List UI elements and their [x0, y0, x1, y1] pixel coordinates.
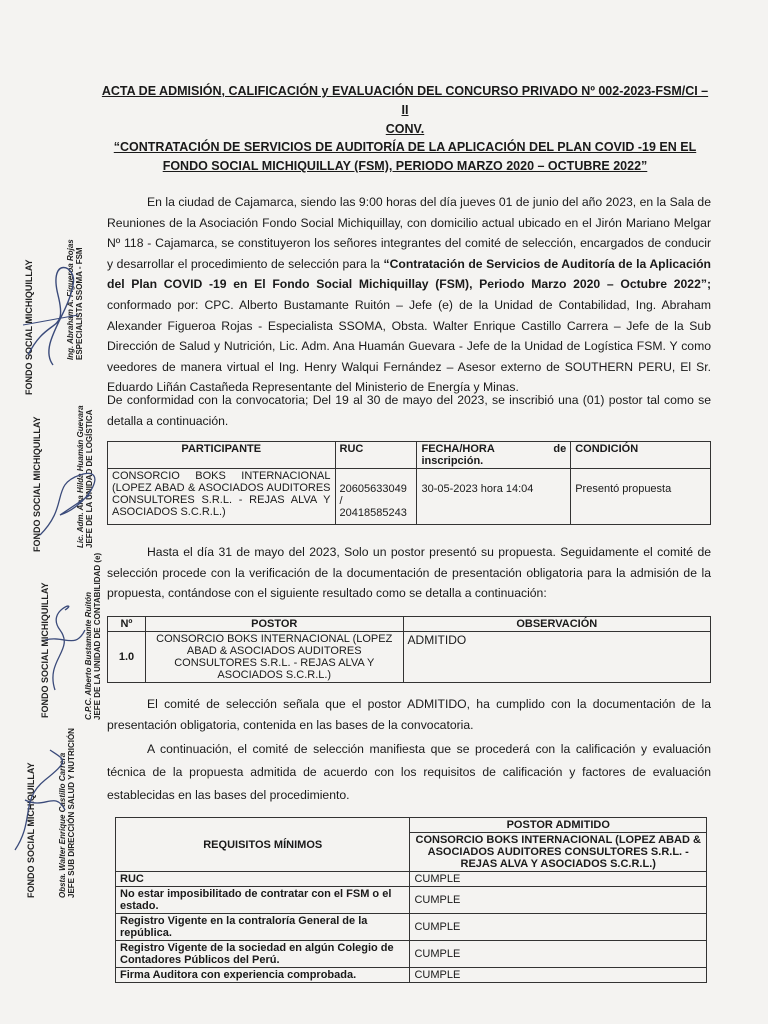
- document-title: ACTA DE ADMISIÓN, CALIFICACIÓN y EVALUACIÓN DEL CONCURSO PRIVADO Nº 002-2023-FSM/CI – II CONV.: [101, 84, 709, 136]
- col-fecha: FECHA/HORA de inscripción.: [417, 442, 571, 469]
- req-value: CUMPLE: [410, 941, 707, 968]
- signature-1: [18, 255, 88, 375]
- stamp-3-name: C.P.C. Alberto Bustamante Ruitón JEFE DE LA UNIDAD DE CONTABILIDAD (e): [84, 552, 102, 720]
- req-row: Firma Auditora con experiencia comprobada.: [116, 968, 410, 983]
- stamp-4-name: Obsta. Walter Enrique Castillo Carrera JEFE SUB DIRECCIÓN SALUD Y NUTRICIÓN: [58, 728, 76, 898]
- col-participante: PARTICIPANTE: [108, 442, 336, 469]
- observacion-cell: ADMITIDO: [403, 632, 710, 683]
- document-subtitle: “CONTRATACIÓN DE SERVICIOS DE AUDITORÍA DE LA APLICACIÓN DEL PLAN COVID -19 EN EL FONDO SOCIAL MICHIQUILLAY (FSM), PERIODO MARZO 2020 – OCTUBRE 2022”: [113, 140, 697, 173]
- stamp-1-name: Ing. Abraham A. Figueroa Rojas ESPECIALISTA SSOMA - FSM: [66, 239, 84, 360]
- col-ruc: RUC: [335, 442, 417, 469]
- postor-cell: CONSORCIO BOKS INTERNACIONAL (LOPEZ ABAD & ASOCIADOS AUDITORES CONSULTORES S.R.L. - REJAS ALVA Y ASOCIADOS S.C.R.L.): [145, 632, 403, 683]
- requirements-table: [115, 817, 707, 983]
- participant-cell: CONSORCIO BOKS INTERNACIONAL (LOPEZ ABAD & ASOCIADOS AUDITORES CONSULTORES S.R.L. - REJAS ALVA Y ASOCIADOS S.C.R.L.): [108, 469, 336, 525]
- ruc-cell: 20605633049 / 20418585243: [335, 469, 417, 525]
- num-cell: 1.0: [108, 632, 146, 683]
- col-observacion: OBSERVACIÓN: [403, 617, 710, 632]
- req-row: No estar imposibilitado de contratar con el FSM o el estado.: [116, 887, 410, 914]
- paragraph-5: A continuación, el comité de selección manifiesta que se procederá con la calificación y evaluación técnica de la propuesta admitida de acuerdo con los requisitos de calificación y factores de evaluación establecidas en las bases del procedimiento.: [107, 742, 711, 802]
- stamp-3: FONDO SOCIAL MICHIQUILLAY: [40, 582, 50, 718]
- signature-4: [5, 740, 75, 860]
- stamp-4: FONDO SOCIAL MICHIQUILLAY: [26, 762, 36, 898]
- postor-name-cell: CONSORCIO BOKS INTERNACIONAL (LOPEZ ABAD & ASOCIADOS AUDITORES CONSULTORES S.R.L. - REJAS ALVA Y ASOCIADOS S.C.R.L.): [410, 833, 707, 872]
- col-condicion: CONDICIÓN: [571, 442, 711, 469]
- signature-2: [30, 455, 100, 545]
- col-postor-admitido: POSTOR ADMITIDO: [410, 818, 707, 833]
- registration-table: [107, 441, 711, 525]
- condicion-cell: Presentó propuesta: [571, 469, 711, 525]
- col-num: Nº: [108, 617, 146, 632]
- req-row: RUC: [116, 872, 410, 887]
- paragraph-4: El comité de selección señala que el postor ADMITIDO, ha cumplido con la documentación de la presentación obligatoria, contenida en las bases de la convocatoria.: [107, 697, 711, 732]
- req-value: CUMPLE: [410, 968, 707, 983]
- paragraph-1: En la ciudad de Cajamarca, siendo las 9:00 horas del día jueves 01 de junio del año 2023, en la Sala de Reuniones de la Asociación Fondo Social Michiquillay, con domicilio actual ubicado en el Jirón Mariano Melgar Nº 118 - Cajamarca, se constituyeron los señores integrantes del comité de selección, encargados de conducir y desarrollar el procedimiento de selección para la “Contratación de Servicios de Auditoría de la Aplicación del Plan COVID -19 en El Fondo Social Michiquillay (FSM), Periodo Marzo 2020 – Octubre 2022”; conformado por: CPC. Alberto Bustamante Ruitón – Jefe (e) de la Unidad de Contabilidad, Ing. Abraham Alexander Figueroa Rojas - Especialista SSOMA, Obsta. Walter Enrique Castillo Carrera – Jefe de la Sub Dirección de Salud y Nutrición, Lic. Adm. Ana Huamán Guevara - Jefe de la Unidad de Logística FSM. Y como veedores de manera virtual el Ing. Henry Walqui Fernández – Asesor externo de SOUTHERN PERU, El Sr. Eduardo Liñán Castañeda Representante del Ministerio de Energía y Minas.: [107, 195, 711, 395]
- req-value: CUMPLE: [410, 872, 707, 887]
- req-value: CUMPLE: [410, 914, 707, 941]
- stamp-1: FONDO SOCIAL MICHIQUILLAY: [24, 259, 34, 395]
- paragraph-3: Hasta el día 31 de mayo del 2023, Solo un postor presentó su propuesta. Seguidamente el comité de selección procede con la verificación de la documentación de presentación obligatoria para la admisión de la propuesta, contándose con el siguiente resultado como se detalla a continuación:: [107, 545, 711, 601]
- col-requisitos: REQUISITOS MÍNIMOS: [116, 818, 410, 872]
- col-postor: POSTOR: [145, 617, 403, 632]
- stamp-2-name: Lic. Adm. Ana Hilda Huamán Guevara JEFE DE LA UNIDAD DE LOGÍSTICA: [76, 405, 94, 548]
- paragraph-2: De conformidad con la convocatoria; Del 19 al 30 de mayo del 2023, se inscribió una (01) postor tal como se detalla a continuación.: [107, 393, 711, 428]
- stamp-2: FONDO SOCIAL MICHIQUILLAY: [32, 416, 42, 552]
- req-value: CUMPLE: [410, 887, 707, 914]
- signature-3: [35, 590, 95, 700]
- admission-table: [107, 616, 711, 683]
- req-row: Registro Vigente de la sociedad en algún Colegio de Contadores Públicos del Perú.: [116, 941, 410, 968]
- req-row: Registro Vigente en la contraloría General de la república.: [116, 914, 410, 941]
- fecha-cell: 30-05-2023 hora 14:04: [417, 469, 571, 525]
